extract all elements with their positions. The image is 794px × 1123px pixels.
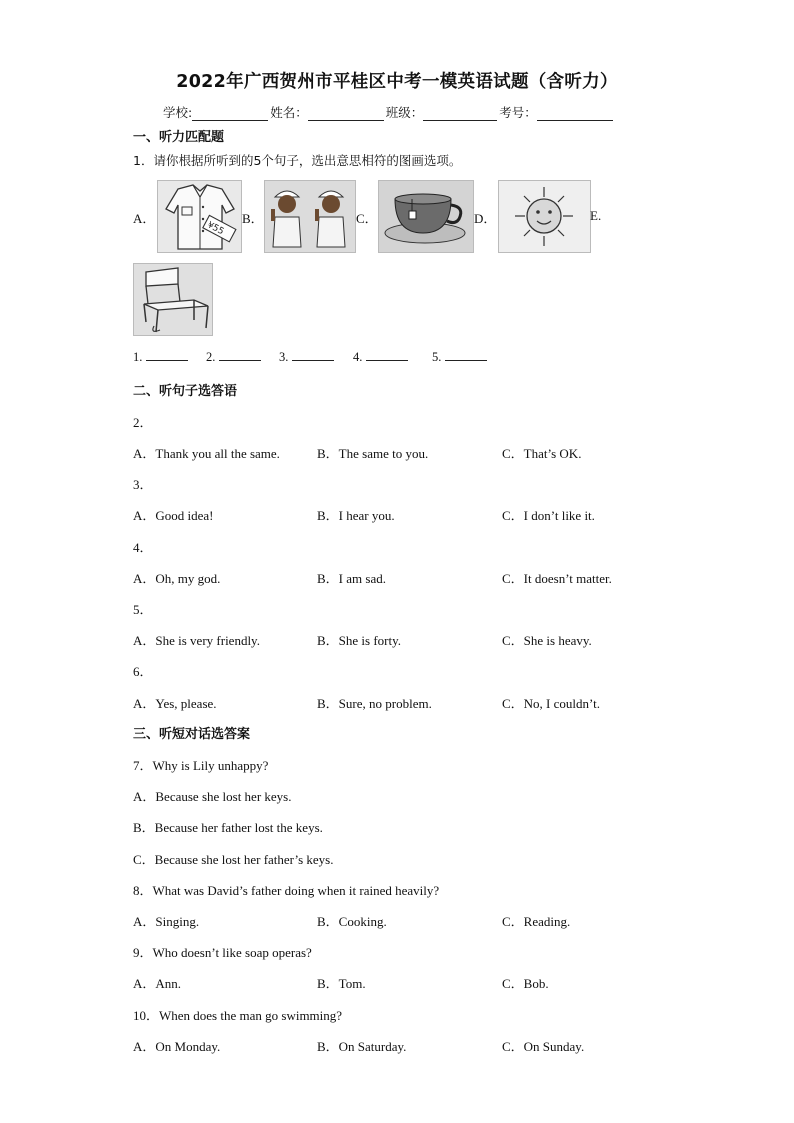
q2-option-a[interactable]: A．Thank you all the same.	[133, 446, 280, 461]
q9-option-c[interactable]: C．Bob.	[502, 976, 549, 991]
section3-heading: 三、听短对话选答案	[133, 727, 251, 742]
sun-picture	[498, 180, 591, 253]
q6-option-c[interactable]: C．No, I couldn’t.	[502, 696, 600, 711]
q8-option-b[interactable]: B．Cooking.	[317, 914, 387, 929]
question-2-number: 2．	[133, 415, 153, 430]
class-blank[interactable]	[423, 106, 497, 121]
picture-label-a: A．	[133, 211, 156, 226]
answer-2-blank[interactable]	[219, 348, 261, 361]
picture-label-c: C．	[356, 211, 378, 226]
q5-option-b[interactable]: B．She is forty.	[317, 633, 402, 648]
tea-cup-picture	[378, 180, 474, 253]
q9-option-b[interactable]: B．Tom.	[317, 976, 366, 991]
answer-5: 5.	[432, 348, 487, 365]
q5-option-c[interactable]: C．She is heavy.	[502, 633, 592, 648]
q9-option-a[interactable]: A．Ann.	[133, 976, 182, 991]
picture-label-d: D．	[474, 211, 497, 226]
q7-option-b[interactable]: B．Because her father lost the keys.	[133, 820, 323, 835]
school-label: 学校:	[163, 105, 193, 120]
answer-3: 3.	[279, 348, 334, 365]
q10-option-c[interactable]: C．On Sunday.	[502, 1039, 585, 1054]
section1-heading: 一、听力匹配题	[133, 130, 225, 145]
school-blank[interactable]	[192, 106, 268, 121]
shirt-picture	[157, 180, 242, 253]
q8-option-a[interactable]: A．Singing.	[133, 914, 200, 929]
chair-picture	[133, 263, 213, 336]
q8-option-c[interactable]: C．Reading.	[502, 914, 571, 929]
question-8-stem: 8．What was David’s father doing when it rained heavily?	[133, 883, 440, 898]
q6-option-a[interactable]: A．Yes, please.	[133, 696, 217, 711]
question-4-number: 4．	[133, 540, 153, 555]
question-6-number: 6．	[133, 664, 153, 679]
answer-4: 4.	[353, 348, 408, 365]
question-3-number: 3．	[133, 477, 153, 492]
student-info-line	[163, 103, 615, 121]
q3-option-b[interactable]: B．I hear you.	[317, 508, 395, 523]
q4-option-a[interactable]: A．Oh, my god.	[133, 571, 221, 586]
answer-1: 1.	[133, 348, 188, 365]
number-label: 考号：	[499, 105, 537, 120]
question-10-stem: 10．When does the man go swimming?	[133, 1008, 343, 1023]
q2-option-b[interactable]: B．The same to you.	[317, 446, 429, 461]
q3-option-a[interactable]: A．Good idea!	[133, 508, 214, 523]
question-7-stem: 7．Why is Lily unhappy?	[133, 758, 269, 773]
q4-option-b[interactable]: B．I am sad.	[317, 571, 386, 586]
name-blank[interactable]	[308, 106, 384, 121]
q6-option-b[interactable]: B．Sure, no problem.	[317, 696, 432, 711]
question-9-stem: 9．Who doesn’t like soap operas?	[133, 945, 312, 960]
q7-option-a[interactable]: A．Because she lost her keys.	[133, 789, 292, 804]
picture-label-e: E.	[590, 208, 602, 223]
answer-3-blank[interactable]	[292, 348, 334, 361]
q4-option-c[interactable]: C．It doesn’t matter.	[502, 571, 612, 586]
name-label: 姓名：	[270, 105, 308, 120]
picture-label-b: B．	[242, 211, 264, 226]
q7-option-c[interactable]: C．Because she lost her father’s keys.	[133, 852, 334, 867]
class-label: 班级：	[385, 105, 424, 120]
price-tag-text: ¥55	[205, 220, 226, 238]
q2-option-c[interactable]: C．That’s OK.	[502, 446, 582, 461]
nurses-picture	[264, 180, 356, 253]
q10-option-b[interactable]: B．On Saturday.	[317, 1039, 407, 1054]
answer-1-blank[interactable]	[146, 348, 188, 361]
q5-option-a[interactable]: A．She is very friendly.	[133, 633, 260, 648]
q3-option-c[interactable]: C．I don’t like it.	[502, 508, 595, 523]
number-blank[interactable]	[537, 106, 613, 121]
answer-5-blank[interactable]	[445, 348, 487, 361]
answer-2: 2.	[206, 348, 261, 365]
question-1-stem: 1．请你根据所听到的5个句子，选出意思相符的图画选项。	[133, 153, 462, 168]
page-title: 2022年广西贺州市平桂区中考一模英语试题（含听力）	[176, 72, 618, 92]
q10-option-a[interactable]: A．On Monday.	[133, 1039, 221, 1054]
question-5-number: 5．	[133, 602, 153, 617]
answer-4-blank[interactable]	[366, 348, 408, 361]
section2-heading: 二、听句子选答语	[133, 384, 238, 399]
